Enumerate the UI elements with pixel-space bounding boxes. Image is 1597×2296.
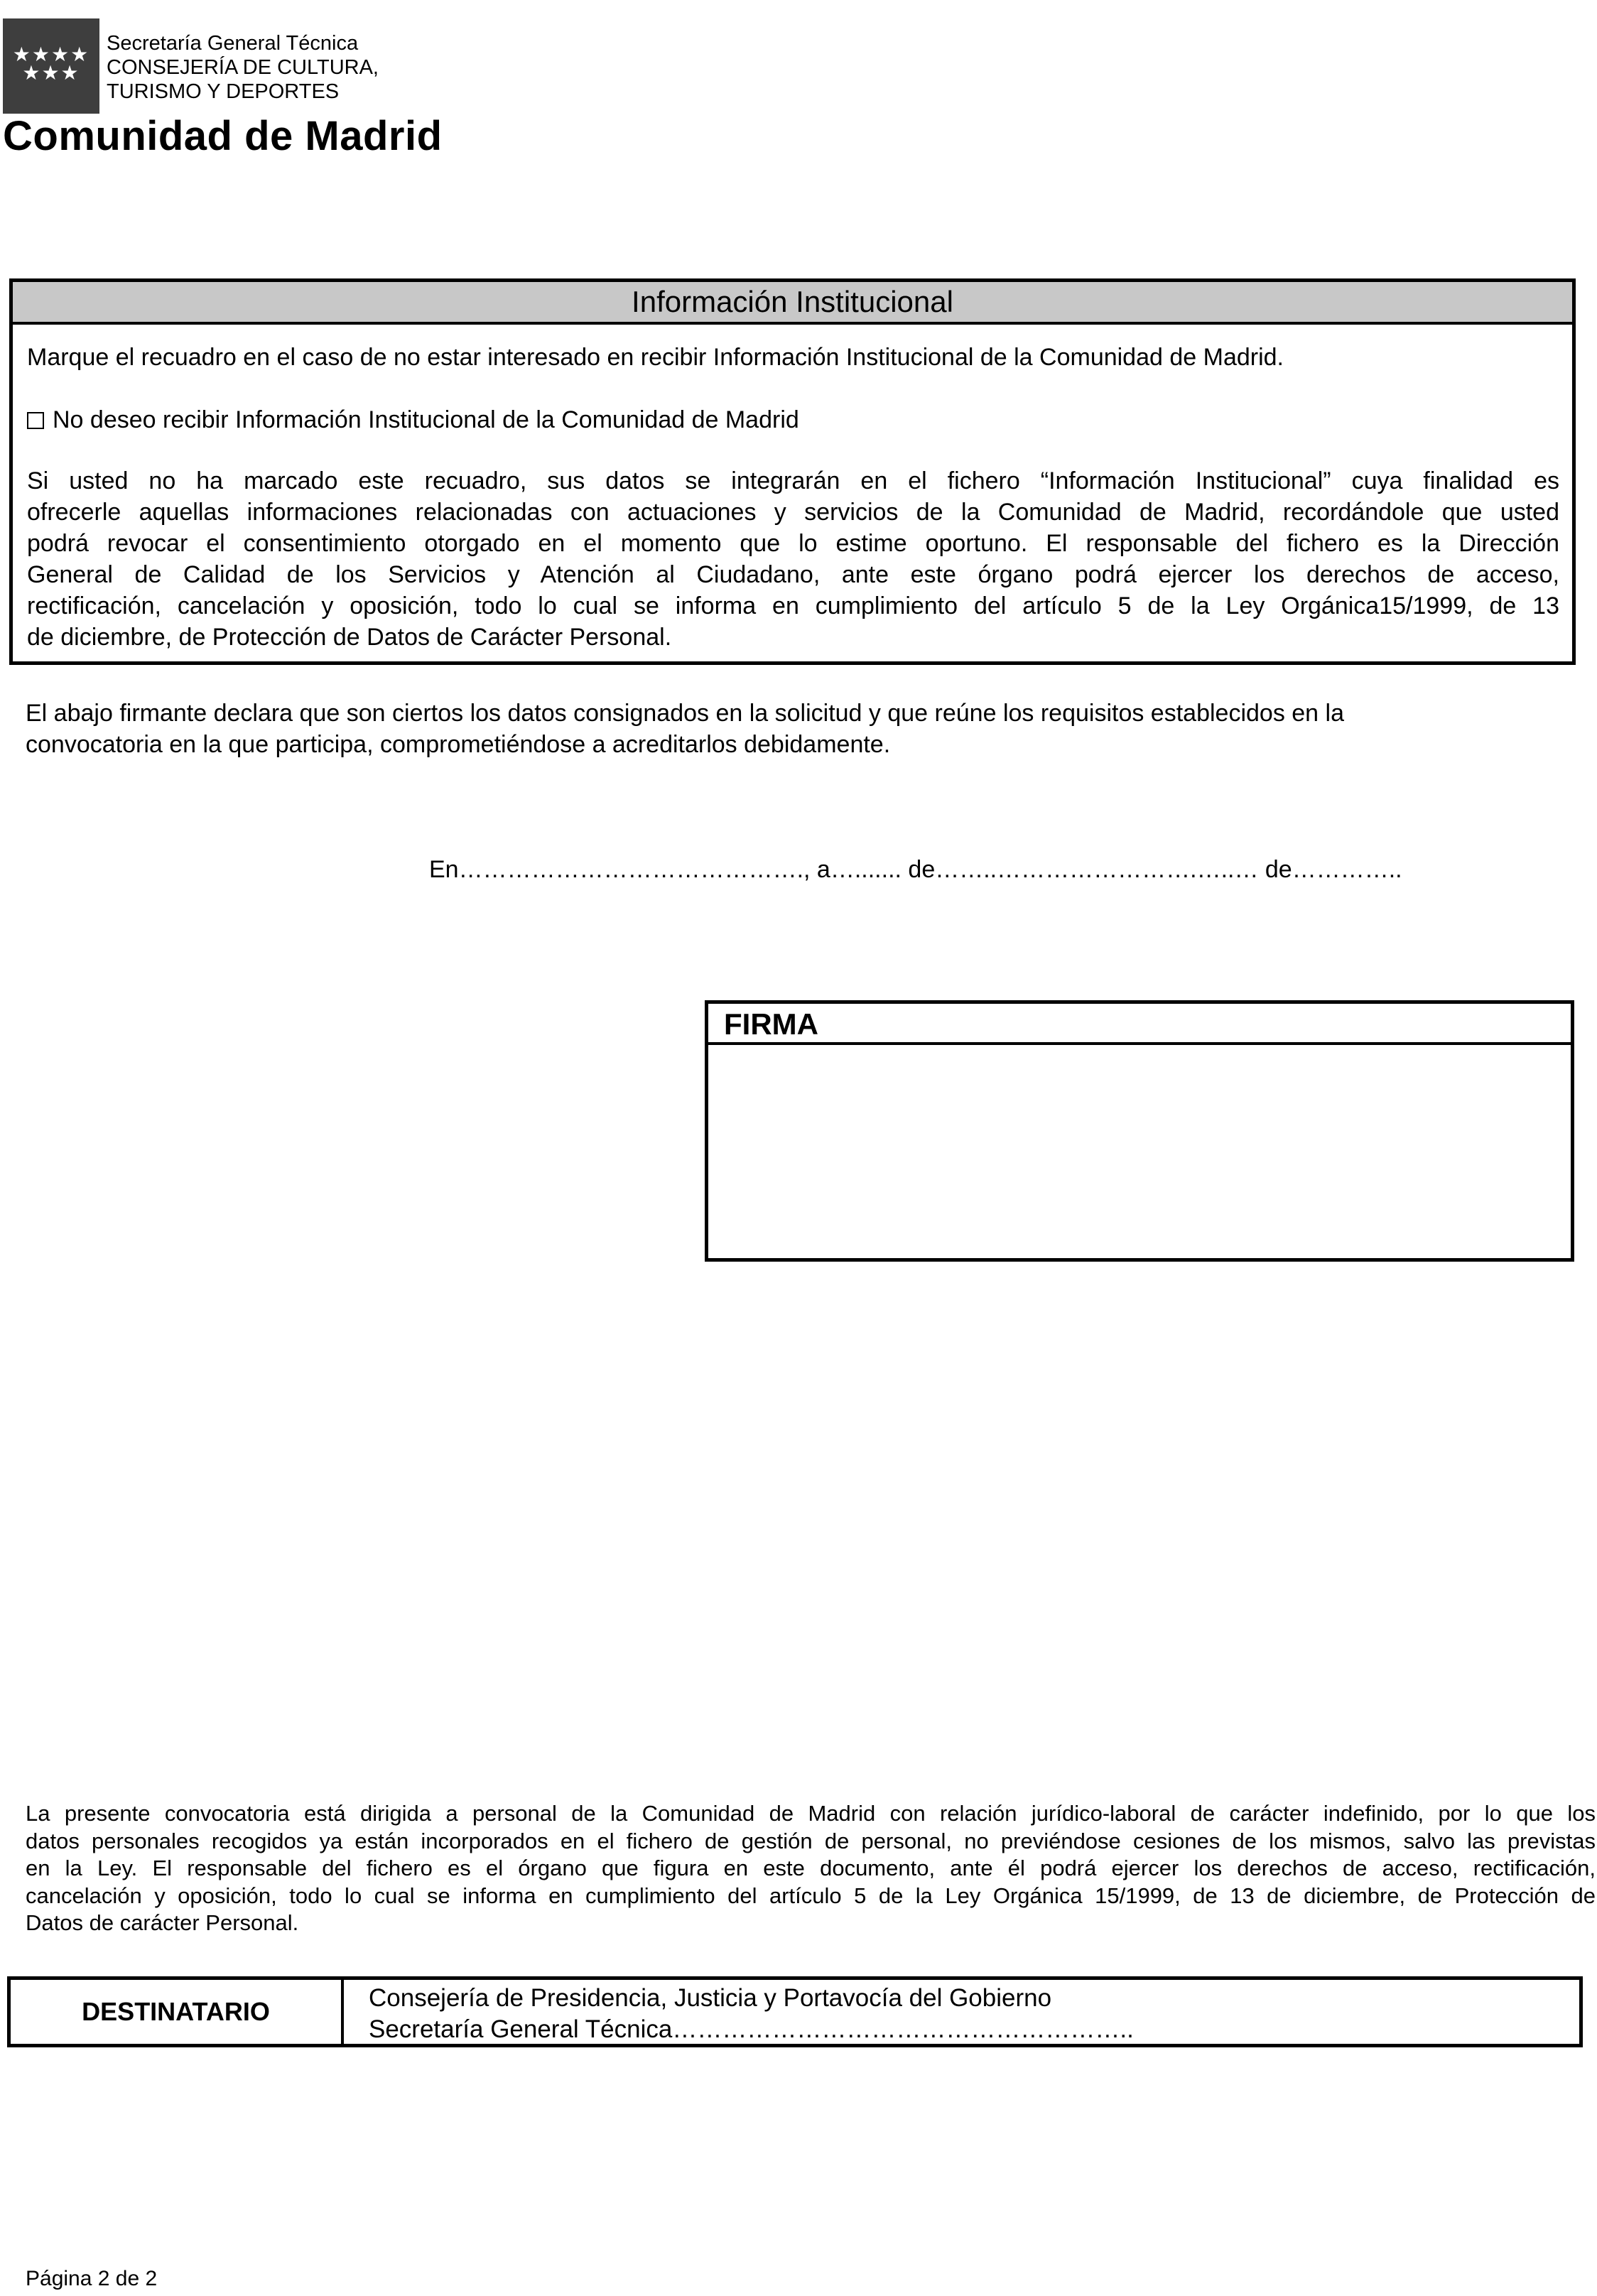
institutional-paragraph <box>27 465 1559 653</box>
opt-out-checkbox[interactable] <box>27 412 44 429</box>
logo-stars-row-1: ★★★★ <box>12 43 90 65</box>
page-number: Página 2 de 2 <box>26 2267 158 2290</box>
place-date-line[interactable]: En……………………………………., a…....... de……..…………………….…..… de………….. <box>429 856 1402 883</box>
institutional-paragraph-line-6: de diciembre, de Protección de Datos de Carácter Personal. <box>27 624 672 651</box>
footer-notice-line-1: La presente convocatoria está dirigida a personal de la Comunidad de Madrid con relación jurídico-laboral de carácter indefinido, por lo que los <box>26 1801 1596 1826</box>
institutional-paragraph-line-4: General de Calidad de los Servicios y Atención al Ciudadano, ante este órgano podrá ejercer los derechos de acceso, <box>27 561 1559 588</box>
brand-title: Comunidad de Madrid <box>3 113 443 159</box>
institutional-info-box <box>9 278 1576 665</box>
institutional-paragraph-line-5: rectificación, cancelación y oposición, todo lo cual se informa en cumplimiento del artículo 5 de la Ley Orgánica15/1999, de 13 <box>27 592 1559 619</box>
institutional-instruction: Marque el recuadro en el caso de no estar interesado en recibir Información Institucional de la Comunidad de Madrid. <box>27 344 1284 371</box>
destinatario-line-2: Secretaría General Técnica……………………………………………….. <box>369 2015 1134 2043</box>
dept-line-2: CONSEJERÍA DE CULTURA, <box>107 56 379 79</box>
opt-out-label: No deseo recibir Información Institucional de la Comunidad de Madrid <box>53 406 799 433</box>
destinatario-box <box>7 1976 1583 2047</box>
dept-line-1: Secretaría General Técnica <box>107 32 359 55</box>
institutional-info-title: Información Institucional <box>13 282 1572 325</box>
declaration-line-1: El abajo firmante declara que son ciertos los datos consignados en la solicitud y que reúne los requisitos establecidos en la <box>26 700 1344 727</box>
declaration-text <box>26 698 1344 760</box>
footer-notice-line-4: cancelación y oposición, todo lo cual se informa en cumplimiento del artículo 5 de la Ley Orgánica 15/1999, de 13 de diciembre, de Protección de <box>26 1883 1596 1908</box>
institutional-paragraph-line-2: ofrecerle aquellas informaciones relacionadas con actuaciones y servicios de la Comunidad de Madrid, recordándole que usted <box>27 499 1559 526</box>
footer-notice-line-3: en la Ley. El responsable del fichero es el órgano que figura en este documento, ante él podrá ejercer los derechos de acceso, rectificación, <box>26 1856 1596 1880</box>
footer-notice-line-5: Datos de carácter Personal. <box>26 1910 299 1935</box>
footer-notice-line-2: datos personales recogidos ya están incorporados en el fichero de gestión de personal, no previéndose cesiones de los mismos, salvo las previstas <box>26 1828 1596 1853</box>
signature-box[interactable] <box>705 1000 1574 1262</box>
logo <box>3 18 99 114</box>
institutional-paragraph-line-1: Si usted no ha marcado este recuadro, sus datos se integrarán en el fichero “Información Institucional” cuya finalidad es <box>27 467 1559 494</box>
institutional-paragraph-line-3: podrá revocar el consentimiento otorgado en el momento que lo estime oportuno. El responsable del fichero es la Dirección <box>27 530 1559 557</box>
logo-stars-row-2: ★★★ <box>22 62 80 84</box>
declaration-line-2: convocatoria en la que participa, comprometiéndose a acreditarlos debidamente. <box>26 731 891 758</box>
opt-out-row[interactable] <box>27 404 799 435</box>
signature-label: FIRMA <box>708 1004 1571 1045</box>
footer-notice <box>26 1800 1596 1937</box>
destinatario-divider <box>341 1980 344 2044</box>
destinatario-line-1: Consejería de Presidencia, Justicia y Portavocía del Gobierno <box>369 1984 1052 2012</box>
dept-line-3: TURISMO Y DEPORTES <box>107 80 340 103</box>
logo-stars <box>3 45 99 82</box>
destinatario-label: DESTINATARIO <box>82 1997 270 2026</box>
